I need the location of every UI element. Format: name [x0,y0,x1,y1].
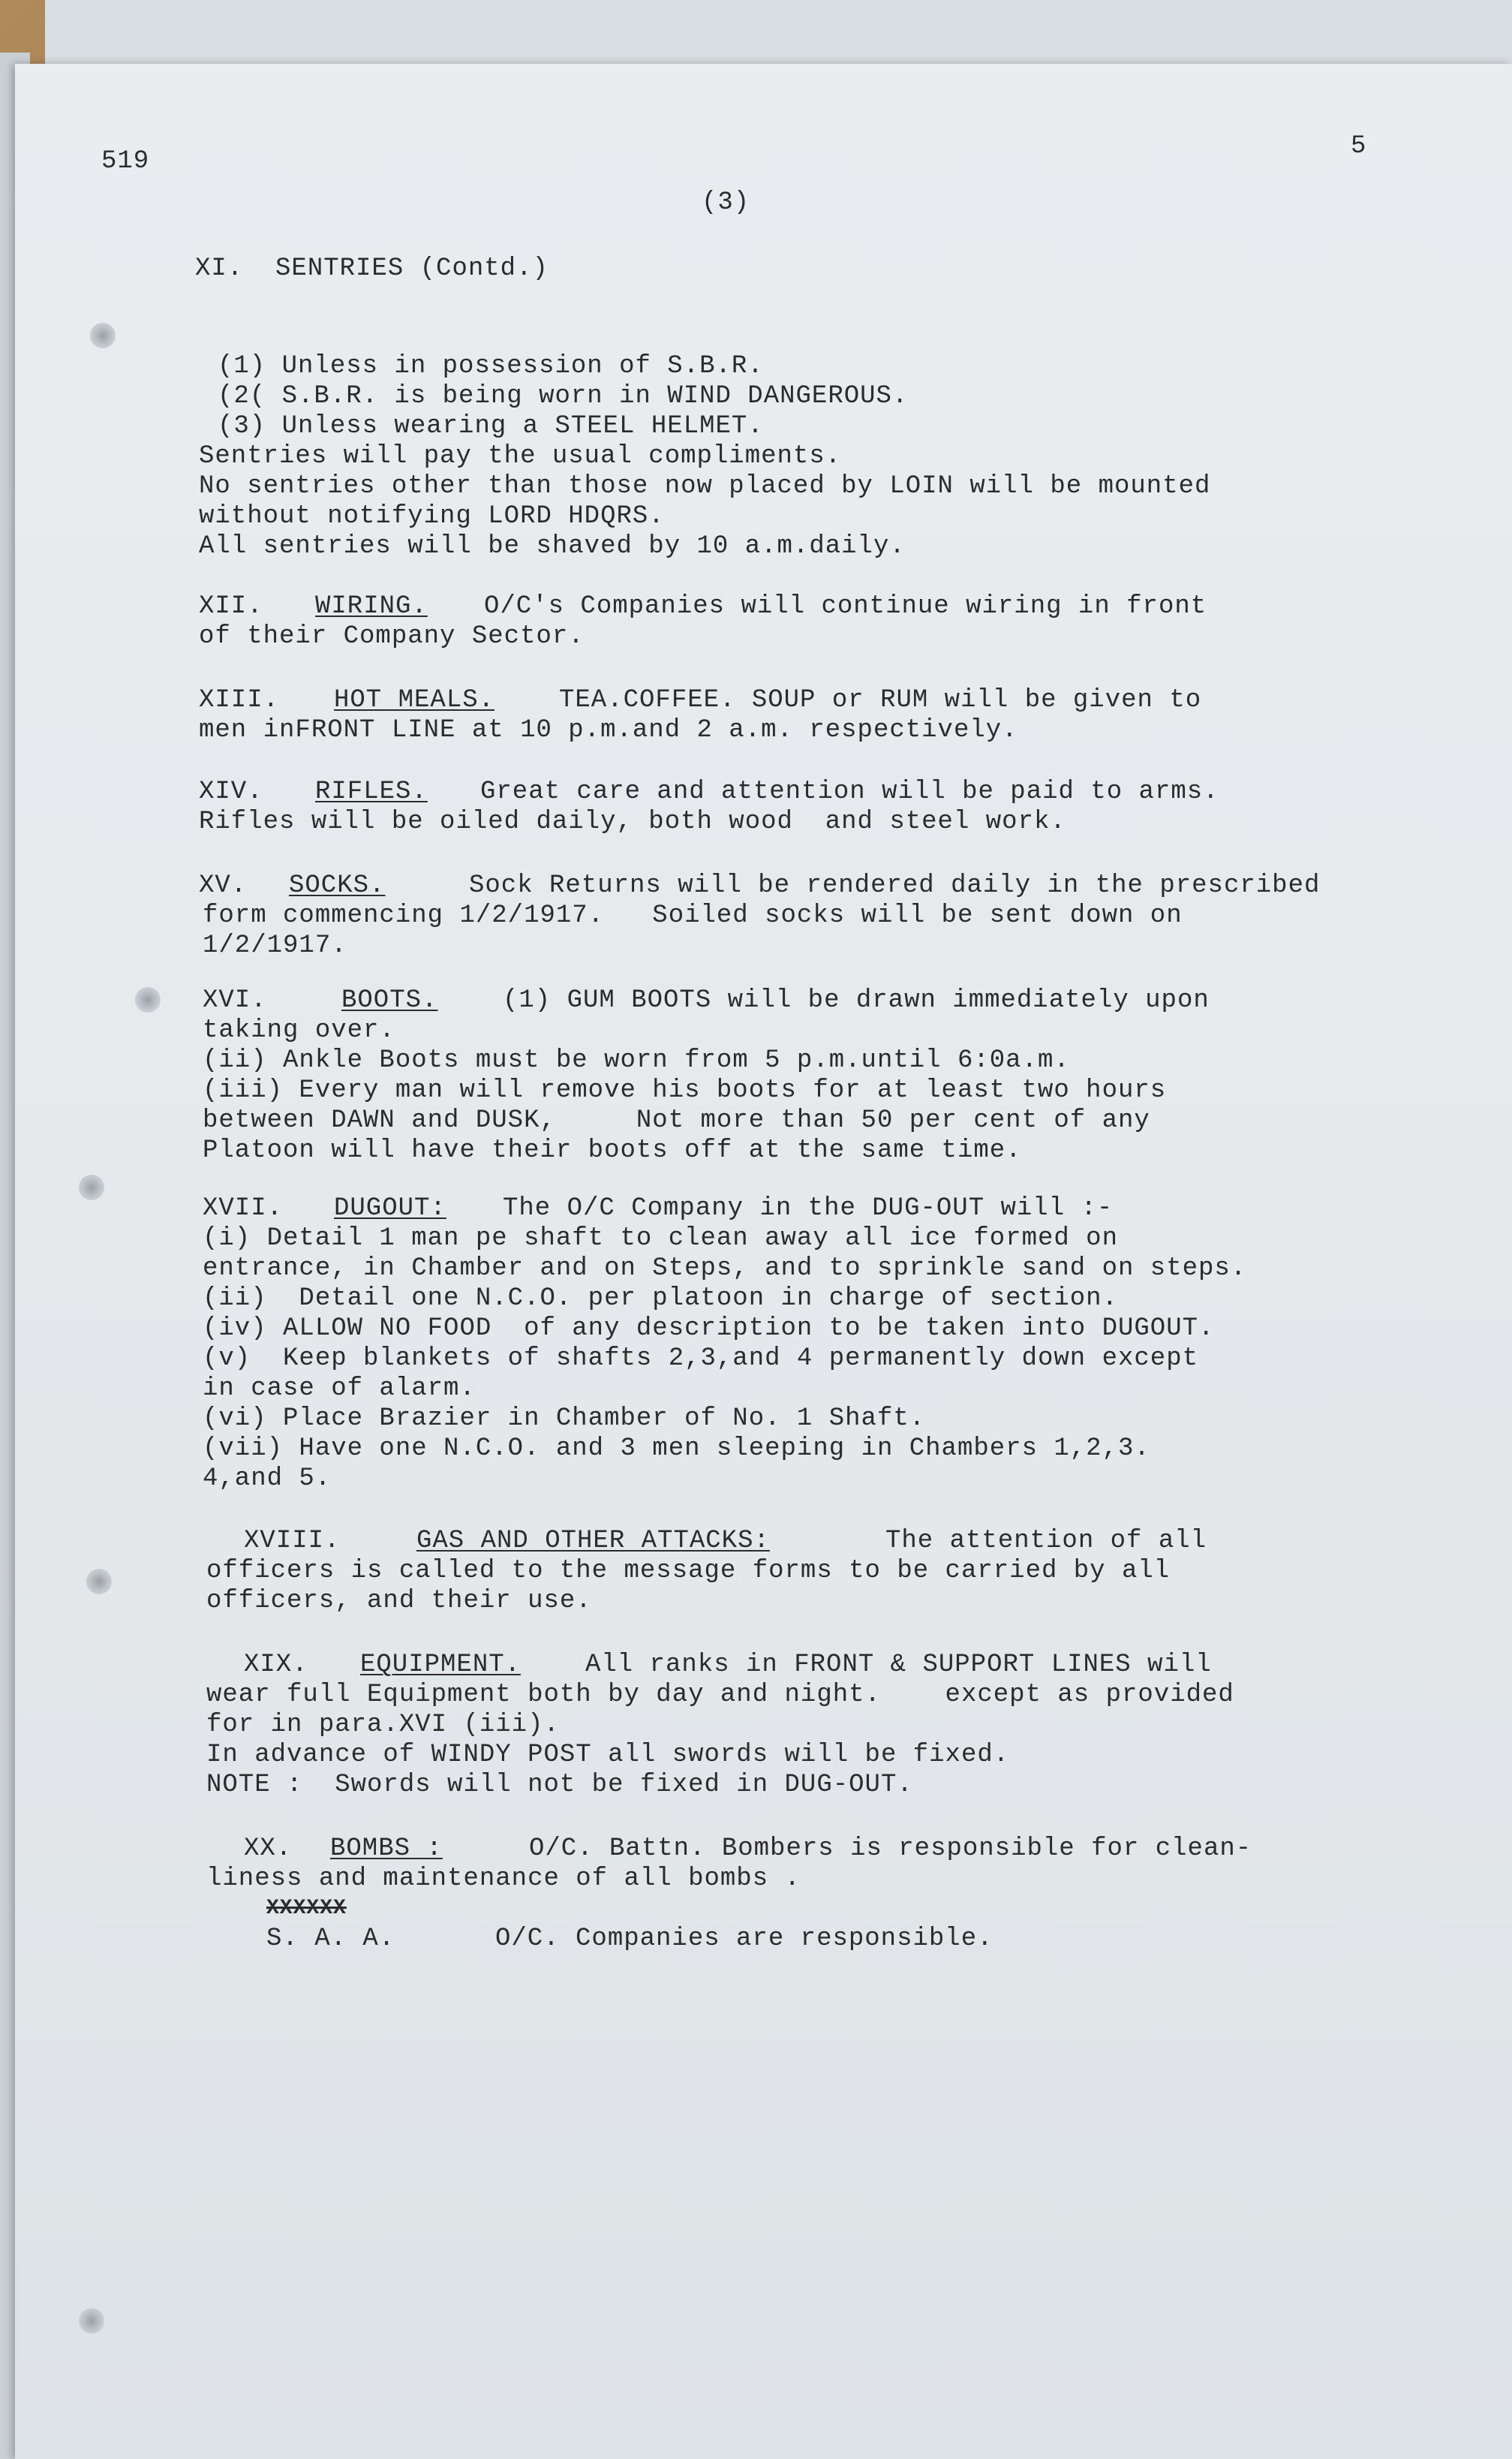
section-xix-num: XIX. [244,1651,308,1679]
section-xvii-line: (i) Detail 1 man pe shaft to clean away all ice formed on [203,1224,1118,1253]
section-xiii-num: XIII. [199,686,280,715]
section-xvi-line: Platoon will have their boots off at the same time. [203,1136,1022,1165]
section-xx-line: O/C. Battn. Bombers is responsible for clean- [529,1834,1252,1863]
section-xii-line: O/C's Companies will continue wiring in front [484,592,1207,621]
section-xviii-line: officers, and their use. [206,1587,592,1615]
section-xviii-title: GAS AND OTHER ATTACKS: [416,1527,770,1555]
section-xv-num: XV. [199,871,248,900]
section-xiii-line: TEA.COFFEE. SOUP or RUM will be given to [559,686,1202,715]
section-xvi-line: (1) GUM BOOTS will be drawn immediately upon [503,986,1210,1015]
section-xix-line: In advance of WINDY POST all swords will be fixed. [206,1741,1010,1769]
section-xvi-num: XVI. [203,986,267,1015]
page-ref-left: 519 [101,147,150,176]
section-xviii-num: XVIII. [244,1527,341,1555]
section-xi-line: No sentries other than those now placed by LOIN will be mounted [199,472,1211,501]
section-xii-line: of their Company Sector. [199,622,585,651]
section-xiii-title: HOT MEALS. [334,686,495,715]
section-xvi-line: (ii) Ankle Boots must be worn from 5 p.m.until 6:0a.m. [203,1046,1070,1075]
section-xi-line: without notifying LORD HDQRS. [199,502,665,531]
section-xvii-num: XVII. [203,1194,284,1223]
section-xvi-title: BOOTS. [341,986,438,1015]
section-xv-line: form commencing 1/2/1917. Soiled socks will be sent down on [203,901,1183,930]
section-xi-line: All sentries will be shaved by 10 a.m.daily. [199,532,906,561]
section-xviii-line: The attention of all [885,1527,1207,1555]
section-xvii-line: entrance, in Chamber and on Steps, and to sprinkle sand on steps. [203,1254,1247,1283]
section-xiv-line: Great care and attention will be paid to arms. [480,778,1219,806]
page-label: (3) [702,188,750,217]
punch-hole [86,1569,112,1594]
section-xiv-num: XIV. [199,778,263,806]
section-xx-line: liness and maintenance of all bombs . [206,1865,801,1893]
section-xv-line: Sock Returns will be rendered daily in the prescribed [469,871,1321,900]
section-xvii-line: (ii) Detail one N.C.O. per platoon in charge of section. [203,1284,1118,1313]
section-xiv-line: Rifles will be oiled daily, both wood and steel work. [199,808,1066,836]
section-xii-num: XII. [199,592,263,621]
section-xvii-line: The O/C Company in the DUG-OUT will :- [503,1194,1114,1223]
section-xiv-title: RIFLES. [315,778,428,806]
section-xi-line: (3) Unless wearing a STEEL HELMET. [218,412,764,441]
section-xi-line: (2( S.B.R. is being worn in WIND DANGEROUS. [218,382,909,411]
punch-hole [90,323,116,348]
section-xvii-line: (vi) Place Brazier in Chamber of No. 1 Shaft. [203,1404,926,1433]
section-xv-line: 1/2/1917. [203,932,347,960]
section-xvi-line: between DAWN and DUSK, Not more than 50 per cent of any [203,1106,1150,1135]
section-xvi-line: taking over. [203,1016,395,1045]
section-xvii-line: in case of alarm. [203,1374,476,1403]
section-xix-title: EQUIPMENT. [360,1651,522,1679]
section-xv-title: SOCKS. [289,871,386,900]
section-xix-line: for in para.XVI (iii). [206,1711,560,1739]
section-xix-line: NOTE : Swords will not be fixed in DUG-OUT. [206,1771,913,1799]
punch-hole [135,987,161,1013]
section-xi-line: (1) Unless in possession of S.B.R. [218,352,764,381]
section-xi-line: Sentries will pay the usual compliments. [199,442,842,471]
section-xix-line: wear full Equipment both by day and night. except as provided [206,1681,1234,1709]
section-xiii-line: men inFRONT LINE at 10 p.m.and 2 a.m. respectively. [199,716,1018,745]
section-xx-title: BOMBS : [330,1834,443,1863]
section-xvii-line: (v) Keep blankets of shafts 2,3,and 4 permanently down except [203,1344,1199,1373]
section-xii-title: WIRING. [315,592,428,621]
section-xvii-line: (iv) ALLOW NO FOOD of any description to be taken into DUGOUT. [203,1314,1215,1343]
punch-hole [79,1175,104,1200]
saa-text: O/C. Companies are responsible. [495,1925,993,1953]
section-xviii-line: officers is called to the message forms to be carried by all [206,1557,1171,1585]
section-xx-num: XX. [244,1834,293,1863]
section-xvii-line: 4,and 5. [203,1464,332,1493]
document-page [15,64,1512,2459]
punch-hole [79,2308,104,2334]
page-number: 5 [1351,132,1367,161]
saa-label: S. A. A. [266,1925,395,1953]
section-xix-line: All ranks in FRONT & SUPPORT LINES will [585,1651,1212,1679]
section-xvii-title: DUGOUT: [334,1194,446,1223]
section-xvii-line: (vii) Have one N.C.O. and 3 men sleeping in Chambers 1,2,3. [203,1434,1150,1463]
struck-text: XXXXXX [266,1897,347,1920]
section-xvi-line: (iii) Every man will remove his boots for at least two hours [203,1076,1167,1105]
section-xi-heading: XI. SENTRIES (Contd.) [195,254,549,283]
